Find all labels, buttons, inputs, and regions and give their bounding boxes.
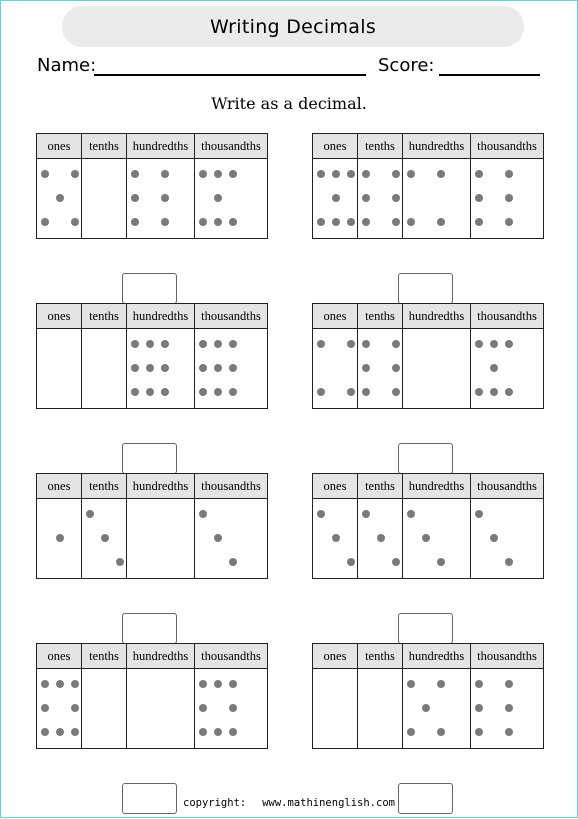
column-header-ones: ones — [37, 304, 82, 329]
counter-dot — [475, 704, 483, 712]
cell-thousandths — [471, 329, 544, 409]
counter-dot — [56, 680, 64, 688]
counter-dot — [362, 388, 370, 396]
counter-dot — [229, 340, 237, 348]
counter-dot — [362, 340, 370, 348]
counter-dot — [505, 728, 513, 736]
column-header-thousandths: thousandths — [471, 474, 544, 499]
counter-dot — [86, 510, 94, 518]
column-header-hundredths: hundredths — [127, 644, 195, 669]
counter-dot — [229, 728, 237, 736]
counter-dot — [214, 170, 222, 178]
counter-dot — [199, 364, 207, 372]
counter-dot — [490, 388, 498, 396]
counter-dot — [131, 194, 139, 202]
counter-dot — [392, 364, 400, 372]
counter-dot — [422, 704, 430, 712]
column-header-thousandths: thousandths — [195, 474, 268, 499]
cell-tenths — [358, 499, 403, 579]
counter-dot — [101, 534, 109, 542]
counter-dot — [199, 728, 207, 736]
counter-dot — [392, 558, 400, 566]
worksheet-title — [62, 6, 524, 47]
column-header-hundredths: hundredths — [403, 644, 471, 669]
cell-tenths — [82, 499, 127, 579]
counter-dot — [229, 388, 237, 396]
cell-thousandths — [195, 329, 268, 409]
counter-dot — [199, 170, 207, 178]
column-header-thousandths: thousandths — [195, 644, 268, 669]
cell-ones — [313, 669, 358, 749]
column-header-thousandths: thousandths — [471, 304, 544, 329]
counter-dot — [229, 558, 237, 566]
counter-dot — [199, 680, 207, 688]
counter-dot — [332, 534, 340, 542]
counter-dot — [229, 218, 237, 226]
counter-dot — [505, 218, 513, 226]
column-header-hundredths: hundredths — [127, 304, 195, 329]
copyright-label: copyright: — [183, 797, 247, 809]
counter-dot — [392, 218, 400, 226]
counter-dot — [146, 340, 154, 348]
cell-tenths — [358, 669, 403, 749]
place-value-table — [36, 643, 268, 749]
counter-dot — [161, 364, 169, 372]
answer-box[interactable] — [122, 613, 177, 644]
counter-dot — [475, 510, 483, 518]
score-line[interactable] — [439, 74, 540, 76]
cell-tenths — [358, 329, 403, 409]
column-header-hundredths: hundredths — [403, 304, 471, 329]
counter-dot — [71, 218, 79, 226]
counter-dot — [392, 388, 400, 396]
counter-dot — [161, 340, 169, 348]
counter-dot — [161, 388, 169, 396]
counter-dot — [505, 680, 513, 688]
column-header-thousandths: thousandths — [195, 134, 268, 159]
problem-6 — [312, 473, 543, 649]
counter-dot — [437, 728, 445, 736]
counter-dot — [490, 340, 498, 348]
cell-ones — [313, 159, 358, 239]
problem-4 — [312, 303, 543, 479]
counter-dot — [56, 728, 64, 736]
column-header-tenths: tenths — [358, 644, 403, 669]
column-header-ones: ones — [313, 644, 358, 669]
answer-box[interactable] — [122, 273, 177, 304]
counter-dot — [214, 364, 222, 372]
counter-dot — [505, 704, 513, 712]
counter-dot — [317, 388, 325, 396]
counter-dot — [377, 534, 385, 542]
cell-thousandths — [471, 159, 544, 239]
counter-dot — [199, 218, 207, 226]
copyright-footer — [0, 797, 578, 809]
counter-dot — [505, 170, 513, 178]
counter-dot — [317, 218, 325, 226]
cell-hundredths — [403, 669, 471, 749]
column-header-tenths: tenths — [82, 644, 127, 669]
cell-tenths — [82, 669, 127, 749]
counter-dot — [56, 534, 64, 542]
counter-dot — [41, 170, 49, 178]
column-header-hundredths: hundredths — [403, 134, 471, 159]
counter-dot — [199, 340, 207, 348]
cell-thousandths — [195, 159, 268, 239]
counter-dot — [41, 728, 49, 736]
counter-dot — [437, 558, 445, 566]
column-header-thousandths: thousandths — [471, 134, 544, 159]
counter-dot — [214, 728, 222, 736]
place-value-table — [312, 303, 544, 409]
column-header-ones: ones — [37, 644, 82, 669]
place-value-table — [36, 303, 268, 409]
cell-thousandths — [471, 499, 544, 579]
counter-dot — [407, 510, 415, 518]
cell-thousandths — [195, 499, 268, 579]
cell-thousandths — [195, 669, 268, 749]
problem-1 — [36, 133, 267, 309]
counter-dot — [392, 340, 400, 348]
counter-dot — [317, 170, 325, 178]
counter-dot — [475, 728, 483, 736]
instruction-text: Write as a decimal. — [211, 94, 367, 113]
column-header-thousandths: thousandths — [195, 304, 268, 329]
counter-dot — [131, 170, 139, 178]
counter-dot — [437, 218, 445, 226]
column-header-hundredths: hundredths — [403, 474, 471, 499]
answer-box[interactable] — [398, 613, 453, 644]
cell-hundredths — [403, 329, 471, 409]
counter-dot — [407, 728, 415, 736]
counter-dot — [317, 340, 325, 348]
cell-ones — [37, 329, 82, 409]
counter-dot — [332, 194, 340, 202]
counter-dot — [56, 194, 64, 202]
counter-dot — [131, 388, 139, 396]
counter-dot — [131, 364, 139, 372]
counter-dot — [407, 680, 415, 688]
column-header-tenths: tenths — [82, 134, 127, 159]
counter-dot — [214, 218, 222, 226]
column-header-tenths: tenths — [358, 304, 403, 329]
counter-dot — [161, 218, 169, 226]
worksheet-title-text: Writing Decimals — [209, 15, 377, 38]
counter-dot — [490, 364, 498, 372]
counter-dot — [41, 704, 49, 712]
column-header-hundredths: hundredths — [127, 134, 195, 159]
counter-dot — [407, 170, 415, 178]
cell-ones — [37, 159, 82, 239]
place-value-table — [312, 473, 544, 579]
counter-dot — [505, 194, 513, 202]
counter-dot — [214, 680, 222, 688]
cell-hundredths — [127, 499, 195, 579]
column-header-thousandths: thousandths — [471, 644, 544, 669]
column-header-tenths: tenths — [358, 134, 403, 159]
counter-dot — [362, 194, 370, 202]
cell-ones — [313, 329, 358, 409]
counter-dot — [71, 170, 79, 178]
counter-dot — [362, 510, 370, 518]
column-header-ones: ones — [37, 474, 82, 499]
name-label: Name: — [37, 55, 97, 76]
counter-dot — [347, 170, 355, 178]
counter-dot — [199, 388, 207, 396]
counter-dot — [71, 728, 79, 736]
cell-hundredths — [403, 159, 471, 239]
problem-3 — [36, 303, 267, 479]
counter-dot — [214, 388, 222, 396]
cell-thousandths — [471, 669, 544, 749]
counter-dot — [437, 170, 445, 178]
place-value-table — [312, 133, 544, 239]
cell-hundredths — [127, 159, 195, 239]
counter-dot — [362, 218, 370, 226]
copyright-url: www.mathinenglish.com — [262, 797, 395, 809]
counter-dot — [214, 340, 222, 348]
answer-box[interactable] — [398, 273, 453, 304]
problem-8 — [312, 643, 543, 819]
score-label: Score: — [378, 55, 435, 76]
column-header-hundredths: hundredths — [127, 474, 195, 499]
cell-ones — [37, 669, 82, 749]
column-header-tenths: tenths — [82, 304, 127, 329]
counter-dot — [131, 340, 139, 348]
counter-dot — [407, 218, 415, 226]
column-header-ones: ones — [313, 304, 358, 329]
column-header-ones: ones — [313, 474, 358, 499]
counter-dot — [475, 194, 483, 202]
counter-dot — [332, 218, 340, 226]
counter-dot — [146, 388, 154, 396]
counter-dot — [41, 218, 49, 226]
counter-dot — [505, 558, 513, 566]
counter-dot — [475, 388, 483, 396]
counter-dot — [490, 534, 498, 542]
counter-dot — [71, 680, 79, 688]
place-value-table — [36, 473, 268, 579]
counter-dot — [71, 704, 79, 712]
cell-hundredths — [127, 669, 195, 749]
counter-dot — [199, 510, 207, 518]
counter-dot — [131, 218, 139, 226]
counter-dot — [362, 170, 370, 178]
counter-dot — [505, 388, 513, 396]
counter-dot — [347, 340, 355, 348]
column-header-tenths: tenths — [358, 474, 403, 499]
cell-ones — [313, 499, 358, 579]
counter-dot — [347, 558, 355, 566]
counter-dot — [475, 340, 483, 348]
counter-dot — [437, 680, 445, 688]
answer-box[interactable] — [122, 443, 177, 474]
counter-dot — [161, 194, 169, 202]
counter-dot — [229, 170, 237, 178]
counter-dot — [475, 218, 483, 226]
problem-5 — [36, 473, 267, 649]
cell-hundredths — [127, 329, 195, 409]
counter-dot — [116, 558, 124, 566]
counter-dot — [347, 218, 355, 226]
cell-hundredths — [403, 499, 471, 579]
place-value-table — [36, 133, 268, 239]
name-line[interactable] — [94, 74, 366, 76]
counter-dot — [392, 170, 400, 178]
counter-dot — [332, 170, 340, 178]
answer-box[interactable] — [398, 443, 453, 474]
column-header-ones: ones — [313, 134, 358, 159]
counter-dot — [214, 194, 222, 202]
cell-tenths — [82, 329, 127, 409]
place-value-table — [312, 643, 544, 749]
problem-7 — [36, 643, 267, 819]
counter-dot — [146, 364, 154, 372]
counter-dot — [41, 680, 49, 688]
counter-dot — [475, 680, 483, 688]
cell-ones — [37, 499, 82, 579]
counter-dot — [475, 170, 483, 178]
counter-dot — [422, 534, 430, 542]
counter-dot — [199, 704, 207, 712]
counter-dot — [214, 534, 222, 542]
counter-dot — [229, 364, 237, 372]
column-header-tenths: tenths — [82, 474, 127, 499]
counter-dot — [317, 510, 325, 518]
counter-dot — [347, 388, 355, 396]
counter-dot — [229, 704, 237, 712]
problem-2 — [312, 133, 543, 309]
counter-dot — [161, 170, 169, 178]
counter-dot — [392, 194, 400, 202]
counter-dot — [505, 340, 513, 348]
cell-tenths — [82, 159, 127, 239]
counter-dot — [229, 680, 237, 688]
counter-dot — [362, 364, 370, 372]
column-header-ones: ones — [37, 134, 82, 159]
cell-tenths — [358, 159, 403, 239]
